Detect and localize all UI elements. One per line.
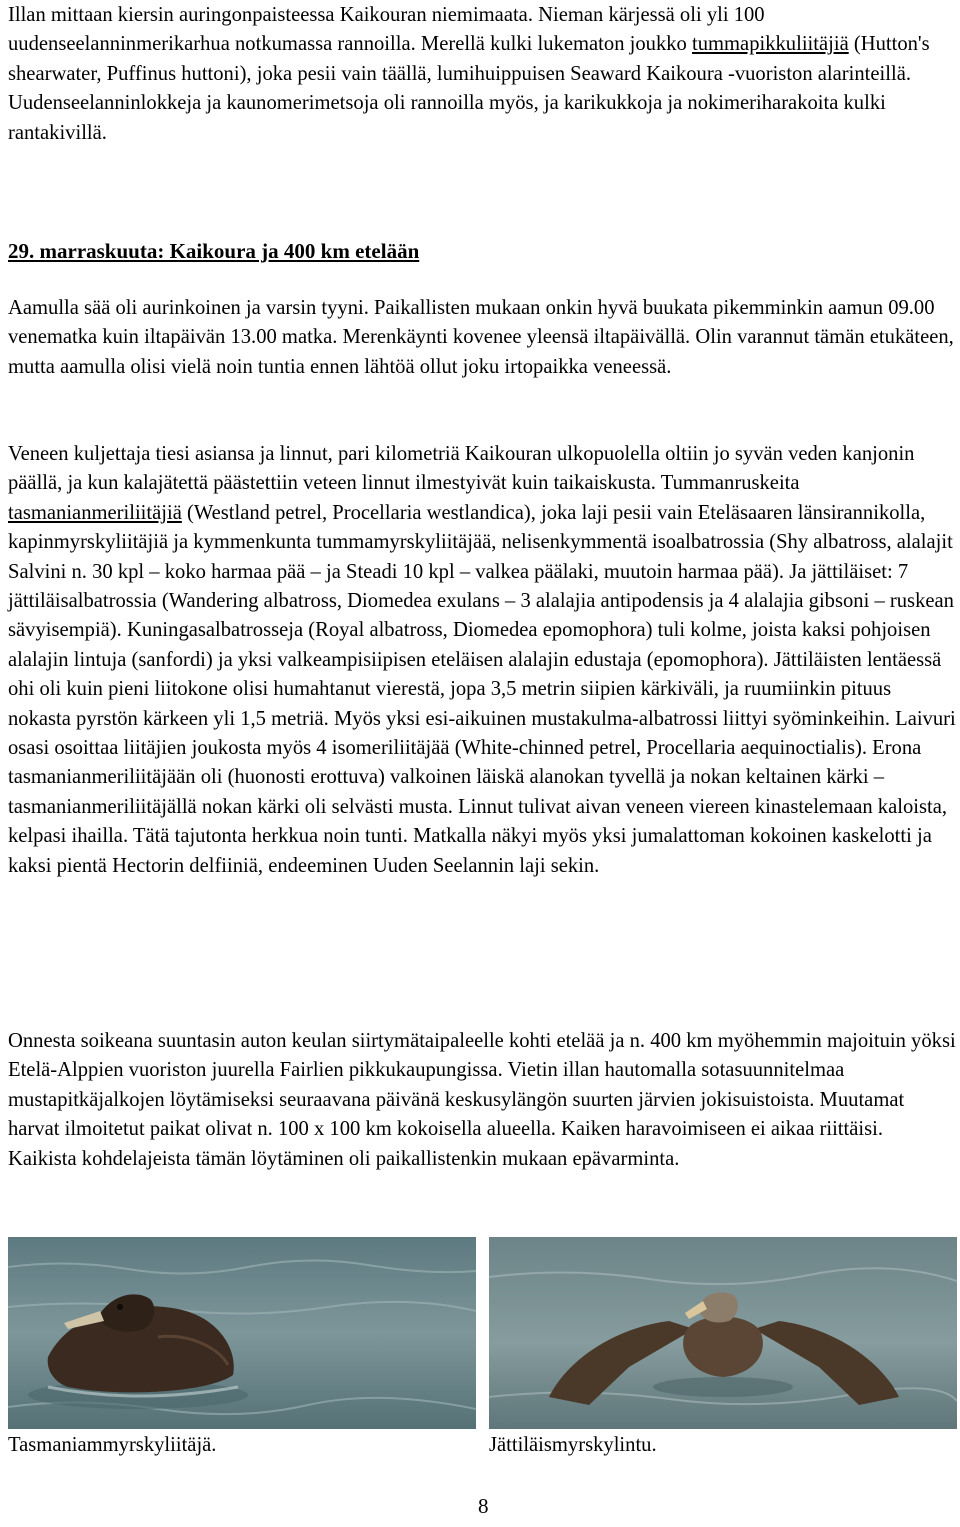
paragraph-text: Illan mittaan kiersin auringonpaisteessa Kaikouran niemimaata. Nieman kärjessä oli yli 100 uudenseelanninmerikarhua notkumassa rannoilla. Merellä kulki lukematon joukko <box>8 4 765 56</box>
paragraph-text: (Westland petrel, Procellaria westlandica), joka laji pesii vain Eteläsaaren länsirannikolla, kapinmyrskyliitäjiä ja kymmenkunta tummamyrskyliitäjää, nelisenkymmentä isoalbatrossia (Shy albatross, alalajit Salvini n. 30 kpl – koko harmaa pää – ja Steadi 10 kpl – valkea päälaki, muutoin harmaa pää). Ja jättiläiset: 7 jättiläisalbatrossia (Wandering albatross, Diomedea exulans – 3 alalajia antipodensis ja 4 alalajia gibsoni – ruskean sävyisempiä). Kuningasalbatrosseja (Royal albatross, Diomedea epomophora) tuli kolme, joista kaksi pohjoisen alalajin lintuja (sanfordi) ja yksi valkeampisiipisen eteläisen alalajin edustaja (epomophora). Jättiläisten lentäessä ohi oli kuin pieni liitokone olisi humahtanut vierestä, jopa 3,5 metrin siipien kärkiväli, ja ruumiinkin pituus nokasta pyrstön kärkeen yli 1,5 metriä. Myös yksi esi-aikuinen mustakulma-albatrossi liittyi syöminkeihin. Laivuri osasi osoittaa liitäjien joukosta myös 4 isomeriliitäjää (White-chinned petrel, Procellaria aequinoctialis). Erona tasmanianmeriliitäjään oli (huonosti erottuva) valkoinen läiskä alanokan tyvellä ja nokan keltainen kärki – tasmanianmeriliitäjällä nokan kärki oli selvästi musta. Linnut tulivat aivan veneen viereen kinastelemaan kaloista, kelpasi ihailla. Tätä tajutonta herkkua noin tunti. Matkalla näkyi myös yksi jumalattoman kokoinen kaskelotti ja kaksi pientä Hectorin delfiiniä, endeeminen Uuden Seelannin laji sekin. <box>8 501 956 877</box>
petrel-illustration <box>8 1237 476 1429</box>
link-tummapikkuliitajia[interactable]: tummapikkuliitäjiä <box>692 33 849 56</box>
paragraph-kaikoura-peninsula <box>8 1 956 148</box>
page-number: 8 <box>478 1494 489 1518</box>
paragraph-text: Veneen kuljettaja tiesi asiansa ja linnut, pari kilometriä Kaikouran ulkopuolella oltiin jo syvän veden kanjonin päällä, ja kun kalajätettä päästettiin veteen linnut ilmestyivät kuin taikaiskusta. Tummanruskeita <box>8 443 915 495</box>
caption-westland-petrel: Tasmaniammyrskyliitäjä. <box>8 1434 217 1456</box>
caption-giant-petrel: Jättiläismyrskylintu. <box>489 1434 657 1456</box>
giant-petrel-illustration <box>489 1237 957 1429</box>
photo-giant-petrel <box>489 1237 957 1429</box>
paragraph-text: (Hutton's shearwater, Puffinus huttoni), joka pesii vain täällä, lumihuippuisen Seaward Kaikoura -vuoriston alarinteillä. Uudenseelanninlokkeja ja kaunomerimetsoja oli rannoilla myös, ja karikukkoja ja nokimeriharakoita kulki rantakivillä. <box>8 33 930 144</box>
paragraph-boat-trip <box>8 440 956 881</box>
link-tasmanianmeriliitajia[interactable]: tasmanianmeriliitäjiä <box>8 501 182 524</box>
section-heading: 29. marraskuuta: Kaikoura ja 400 km etelään <box>8 239 420 263</box>
paragraph-morning: Aamulla sää oli aurinkoinen ja varsin tyyni. Paikallisten mukaan onkin hyvä buukata pikemminkin aamun 09.00 venematka kuin iltapäivän 13.00 matka. Merenkäynti kovenee yleensä iltapäivällä. Olin varannut tämän etukäteen, mutta aamulla olisi vielä noin tuntia ennen lähtöä ollut joku irtopaikka veneessä. <box>8 297 954 378</box>
photo-westland-petrel <box>8 1237 476 1429</box>
paragraph-drive-south: Onnesta soikeana suuntasin auton keulan siirtymätaipaleelle kohti etelää ja n. 400 km myöhemmin majoituin yöksi Etelä-Alppien vuoriston juurella Fairlien pikkukaupungissa. Vietin illan hautomalla sotasuunnitelmaa mustapitkäjalkojen löytämiseksi seuraavana päivänä keskusylängön suurten järvien jokisuistoista. Muutamat harvat ilmoitetut paikat olivat n. 100 x 100 km kokoisella alueella. Kaiken haravoimiseen ei aikaa riittäisi. Kaikista kohdelajeista tämän löytäminen oli paikallistenkin mukaan epävarminta. <box>8 1030 956 1170</box>
